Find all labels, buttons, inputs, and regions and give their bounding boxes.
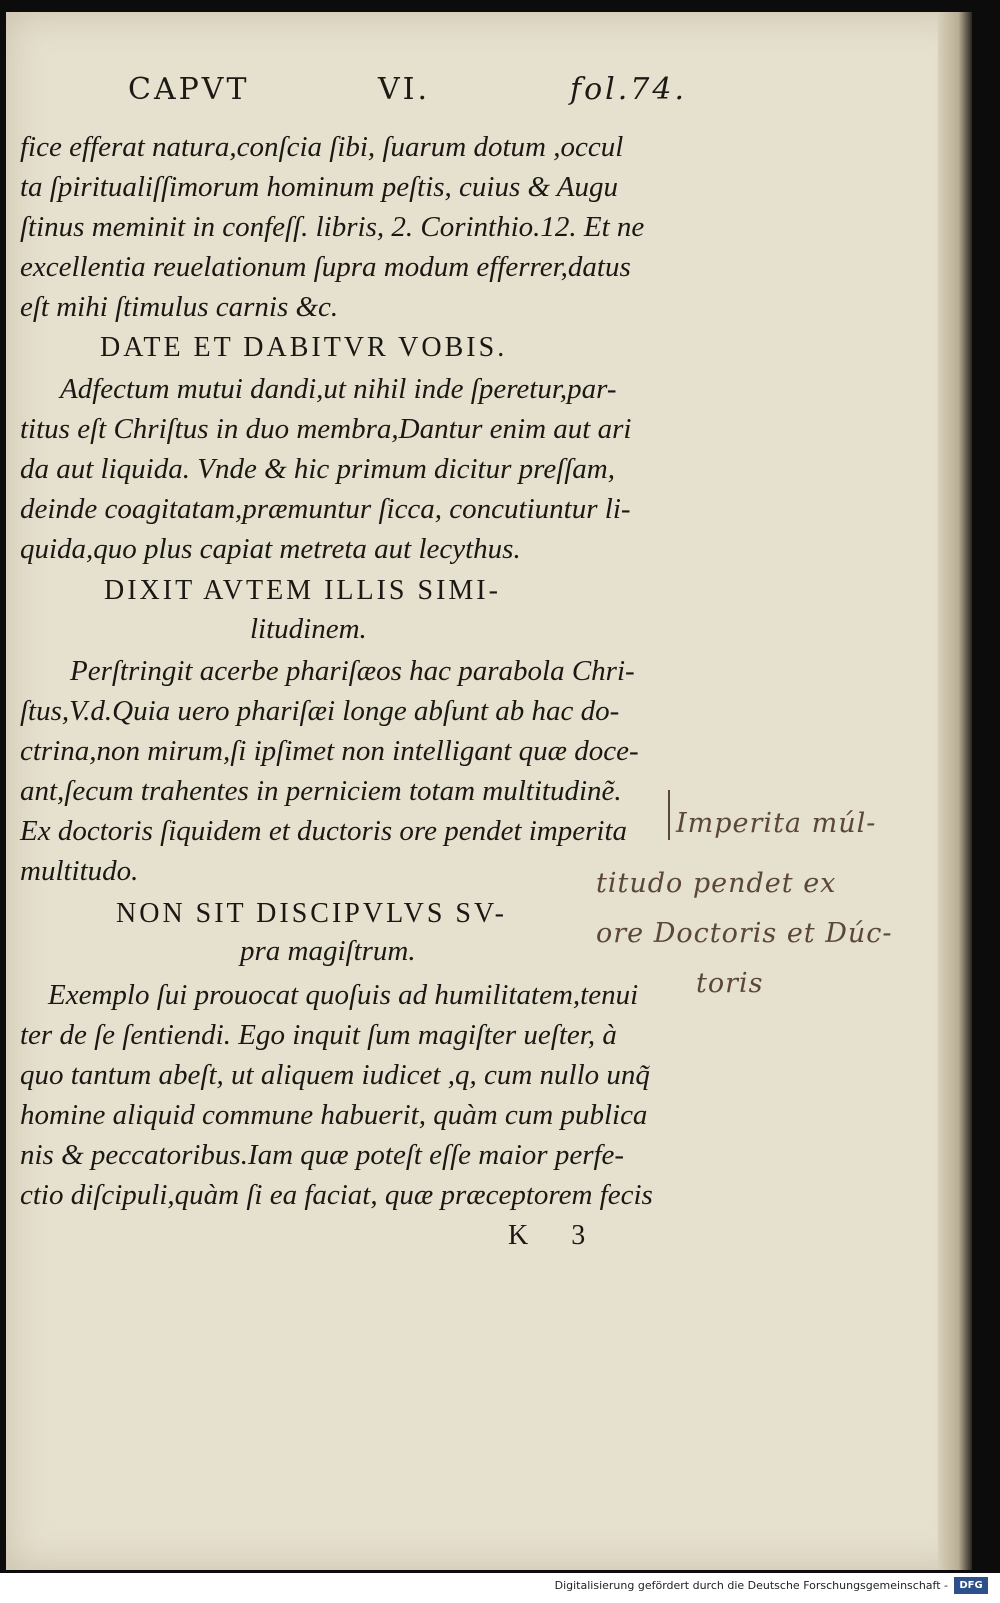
digitization-footer [0, 1573, 1000, 1603]
text-line: da aut liquida. Vnde & hic primum dicitur preſſam, [20, 453, 615, 485]
text-line: eſt mihi ſtimulus carnis &c. [20, 291, 339, 323]
text-line: Exemplo ſui prouocat quoſuis ad humilitatem,tenui [48, 979, 639, 1011]
footer-credit: Digitalisierung gefördert durch die Deutsche Forschungsgemeinschaft - [554, 1579, 948, 1592]
marginal-note-line: toris [696, 968, 764, 999]
section-heading-continuation: litudinem. [250, 613, 367, 645]
dfg-logo-icon: DFG [954, 1577, 988, 1594]
text-line: Perſtringit acerbe phariſæos hac parabola Chri- [70, 655, 635, 687]
text-line: ter de ſe ſentiendi. Ego inquit ſum magiſter ueſter, à [20, 1019, 617, 1051]
header-chapter: VI. [378, 72, 431, 107]
text-line: ant,ſecum trahentes in perniciem totam multitudinẽ. [20, 775, 622, 807]
text-line: ctrina,non mirum,ſi ipſimet non intelligant quæ doce- [20, 735, 639, 767]
text-line: deinde coagitatam,præmuntur ſicca, concutiuntur li- [20, 493, 631, 525]
text-line: ſtinus meminit in confeſſ. libris, 2. Corinthio.12. Et ne [20, 211, 645, 243]
section-heading-continuation: pra magiſtrum. [240, 935, 416, 967]
marginal-note-line: titudo pendet ex [596, 868, 837, 899]
section-heading: NON SIT DISCIPVLVS SV- [116, 898, 507, 929]
page-edge [938, 12, 972, 1570]
text-line: ta ſpiritualiſſimorum hominum peſtis, cuius & Augu [20, 171, 619, 203]
text-line: homine aliquid commune habuerit, quàm cum publica [20, 1099, 648, 1131]
text-line: Ex doctoris ſiquidem et ductoris ore pendet imperita [20, 815, 628, 847]
text-line: Adfectum mutui dandi,ut nihil inde ſperetur,par- [60, 373, 617, 405]
text-line: quo tantum abeſt, ut aliquem iudicet ,q, cum nullo unq̃ [20, 1059, 650, 1091]
text-line: nis & peccatoribus.Iam quæ poteſt eſſe maior perfe- [20, 1139, 625, 1171]
text-line: multitudo. [20, 855, 139, 887]
header-folio: fol.74. [570, 72, 688, 107]
marginal-note-line: Imperita múl- [676, 808, 877, 839]
header-caput: CAPVT [128, 72, 250, 107]
marginal-note-line: ore Doctoris et Dúc- [596, 918, 893, 949]
text-line: excellentia reuelationum ſupra modum efferrer,datus [20, 251, 631, 283]
text-line: titus eſt Chriſtus in duo membra,Dantur enim aut ari [20, 413, 632, 445]
running-header [18, 72, 688, 112]
text-line: quida,quo plus capiat metreta aut lecythus. [20, 533, 521, 565]
catchword: K 3 [508, 1220, 604, 1251]
section-heading: DIXIT AVTEM ILLIS SIMI- [104, 575, 501, 606]
text-line: fice efferat natura,conſcia ſibi, ſuarum dotum ,occul [20, 131, 624, 163]
text-line: ctio diſcipuli,quàm ſi ea faciat, quæ præceptorem fecis [20, 1179, 653, 1211]
section-heading: DATE ET DABITVR VOBIS. [100, 332, 508, 363]
text-line: ſtus,V.d.Quia uero phariſæi longe abſunt ab hac do- [20, 695, 620, 727]
